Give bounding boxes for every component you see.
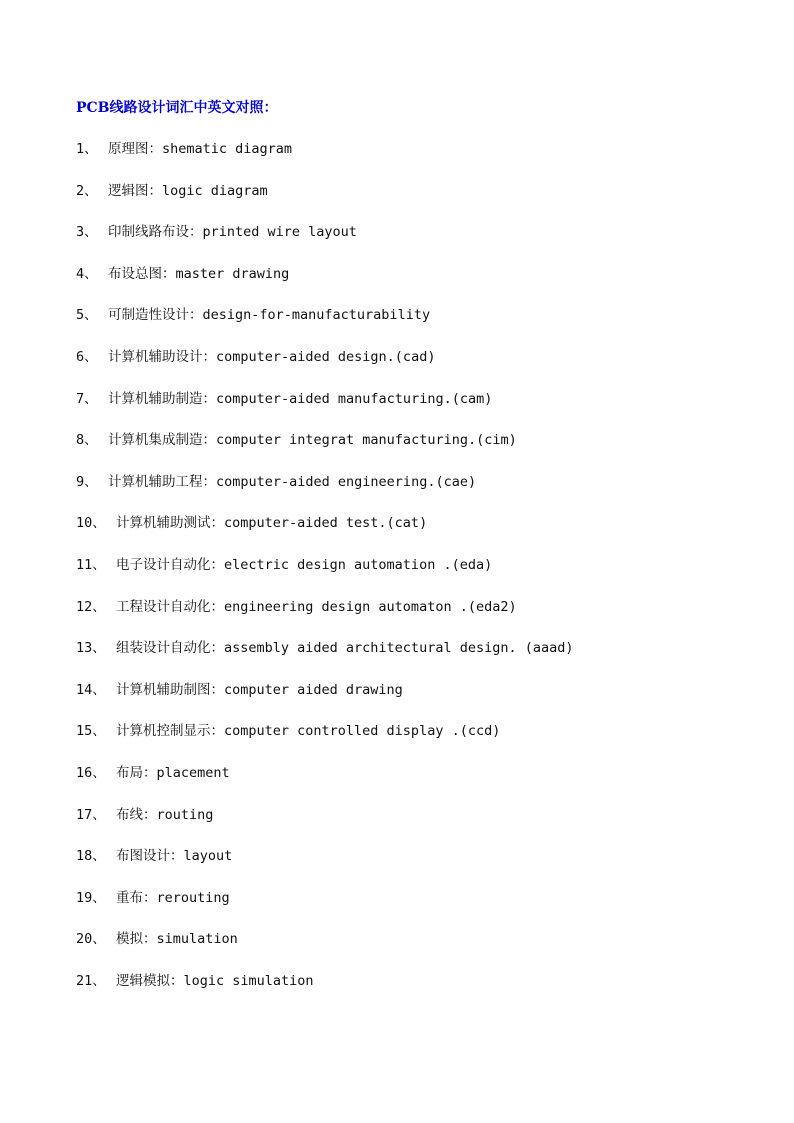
term-separator: ： <box>210 640 224 657</box>
term-chinese: 计算机辅助制图 <box>116 681 211 698</box>
term-chinese: 布设总图 <box>108 265 162 282</box>
term-english: routing <box>156 806 214 823</box>
term-english: logic diagram <box>162 182 268 199</box>
term-chinese: 模拟 <box>116 931 143 948</box>
term-item <box>76 390 776 432</box>
term-separator: ： <box>143 889 157 906</box>
term-number: 8、 <box>76 432 98 449</box>
term-english: computer controlled display .(ccd) <box>224 723 501 740</box>
term-item <box>76 889 776 931</box>
term-number: 12、 <box>76 598 106 615</box>
term-chinese: 计算机辅助制造 <box>108 390 203 407</box>
term-english: rerouting <box>156 889 230 906</box>
term-english: assembly aided architectural design. (aaad) <box>224 640 574 657</box>
term-chinese: 计算机集成制造 <box>108 432 203 449</box>
term-english: design-for-manufacturability <box>202 307 431 324</box>
term-chinese: 电子设计自动化 <box>116 556 211 573</box>
term-separator: ： <box>202 432 216 449</box>
term-separator: ： <box>210 556 224 573</box>
term-number: 18、 <box>76 848 106 865</box>
term-separator: ： <box>170 848 184 865</box>
term-separator: ： <box>202 348 216 365</box>
term-separator: ： <box>143 806 157 823</box>
term-chinese: 组装设计自动化 <box>116 640 211 657</box>
term-item <box>76 182 776 224</box>
term-separator: ： <box>210 598 224 615</box>
term-number: 1、 <box>76 141 98 157</box>
term-item <box>76 639 776 681</box>
term-english: electric design automation .(eda) <box>224 556 493 573</box>
term-number: 2、 <box>76 182 98 199</box>
term-chinese: 可制造性设计 <box>108 307 189 324</box>
term-separator: ： <box>162 265 176 282</box>
term-number: 17、 <box>76 806 106 823</box>
term-chinese: 印制线路布设 <box>108 224 189 241</box>
term-item <box>76 348 776 390</box>
term-list <box>76 140 776 1013</box>
term-item <box>76 140 776 182</box>
term-item <box>76 556 776 598</box>
term-separator: ： <box>143 764 157 781</box>
term-separator: ： <box>210 681 224 698</box>
term-english: shematic diagram <box>162 141 293 157</box>
term-number: 21、 <box>76 972 106 989</box>
term-separator: ： <box>148 141 162 157</box>
term-chinese: 计算机辅助工程 <box>108 473 203 490</box>
term-chinese: 工程设计自动化 <box>116 598 211 615</box>
term-chinese: 布线 <box>116 806 143 823</box>
term-separator: ： <box>210 723 224 740</box>
term-separator: ： <box>202 473 216 490</box>
term-number: 20、 <box>76 931 106 948</box>
term-item <box>76 972 776 1014</box>
term-chinese: 计算机辅助测试 <box>116 515 211 532</box>
term-number: 15、 <box>76 723 106 740</box>
term-separator: ： <box>189 307 203 324</box>
term-separator: ： <box>210 515 224 532</box>
term-item <box>76 681 776 723</box>
term-separator: ： <box>148 182 162 199</box>
term-number: 6、 <box>76 348 98 365</box>
term-chinese: 布图设计 <box>116 848 170 865</box>
term-chinese: 逻辑模拟 <box>116 972 170 989</box>
term-chinese: 计算机辅助设计 <box>108 348 203 365</box>
term-separator: ： <box>143 931 157 948</box>
term-english: master drawing <box>175 265 290 282</box>
term-english: computer-aided test.(cat) <box>224 515 428 532</box>
term-number: 11、 <box>76 556 106 573</box>
term-item <box>76 722 776 764</box>
term-item <box>76 223 776 265</box>
term-english: computer-aided manufacturing.(cam) <box>216 390 493 407</box>
term-english: computer integrat manufacturing.(cim) <box>216 432 517 449</box>
term-english: simulation <box>156 931 238 948</box>
document-title: PCB线路设计词汇中英文对照： <box>76 100 278 116</box>
term-number: 4、 <box>76 265 98 282</box>
term-item <box>76 764 776 806</box>
term-number: 7、 <box>76 390 98 407</box>
term-english: computer aided drawing <box>224 681 403 698</box>
term-english: computer-aided design.(cad) <box>216 348 436 365</box>
term-chinese: 计算机控制显示 <box>116 723 211 740</box>
term-number: 5、 <box>76 307 98 324</box>
term-item <box>76 514 776 556</box>
term-item <box>76 265 776 307</box>
term-item <box>76 598 776 640</box>
term-number: 10、 <box>76 515 106 532</box>
term-number: 14、 <box>76 681 106 698</box>
term-english: placement <box>156 764 230 781</box>
term-english: printed wire layout <box>202 224 357 241</box>
term-separator: ： <box>189 224 203 241</box>
term-item <box>76 431 776 473</box>
term-chinese: 原理图 <box>108 141 149 157</box>
term-number: 13、 <box>76 640 106 657</box>
term-item <box>76 930 776 972</box>
term-separator: ： <box>170 972 184 989</box>
term-item <box>76 306 776 348</box>
term-item <box>76 806 776 848</box>
term-item <box>76 473 776 515</box>
term-english: layout <box>183 848 233 865</box>
term-number: 19、 <box>76 889 106 906</box>
term-number: 16、 <box>76 764 106 781</box>
term-english: logic simulation <box>183 972 314 989</box>
term-chinese: 重布 <box>116 889 143 906</box>
term-number: 9、 <box>76 473 98 490</box>
term-number: 3、 <box>76 224 98 241</box>
term-chinese: 逻辑图 <box>108 182 149 199</box>
term-english: computer-aided engineering.(cae) <box>216 473 477 490</box>
term-chinese: 布局 <box>116 764 143 781</box>
term-separator: ： <box>202 390 216 407</box>
term-english: engineering design automaton .(eda2) <box>224 598 517 615</box>
term-item <box>76 847 776 889</box>
